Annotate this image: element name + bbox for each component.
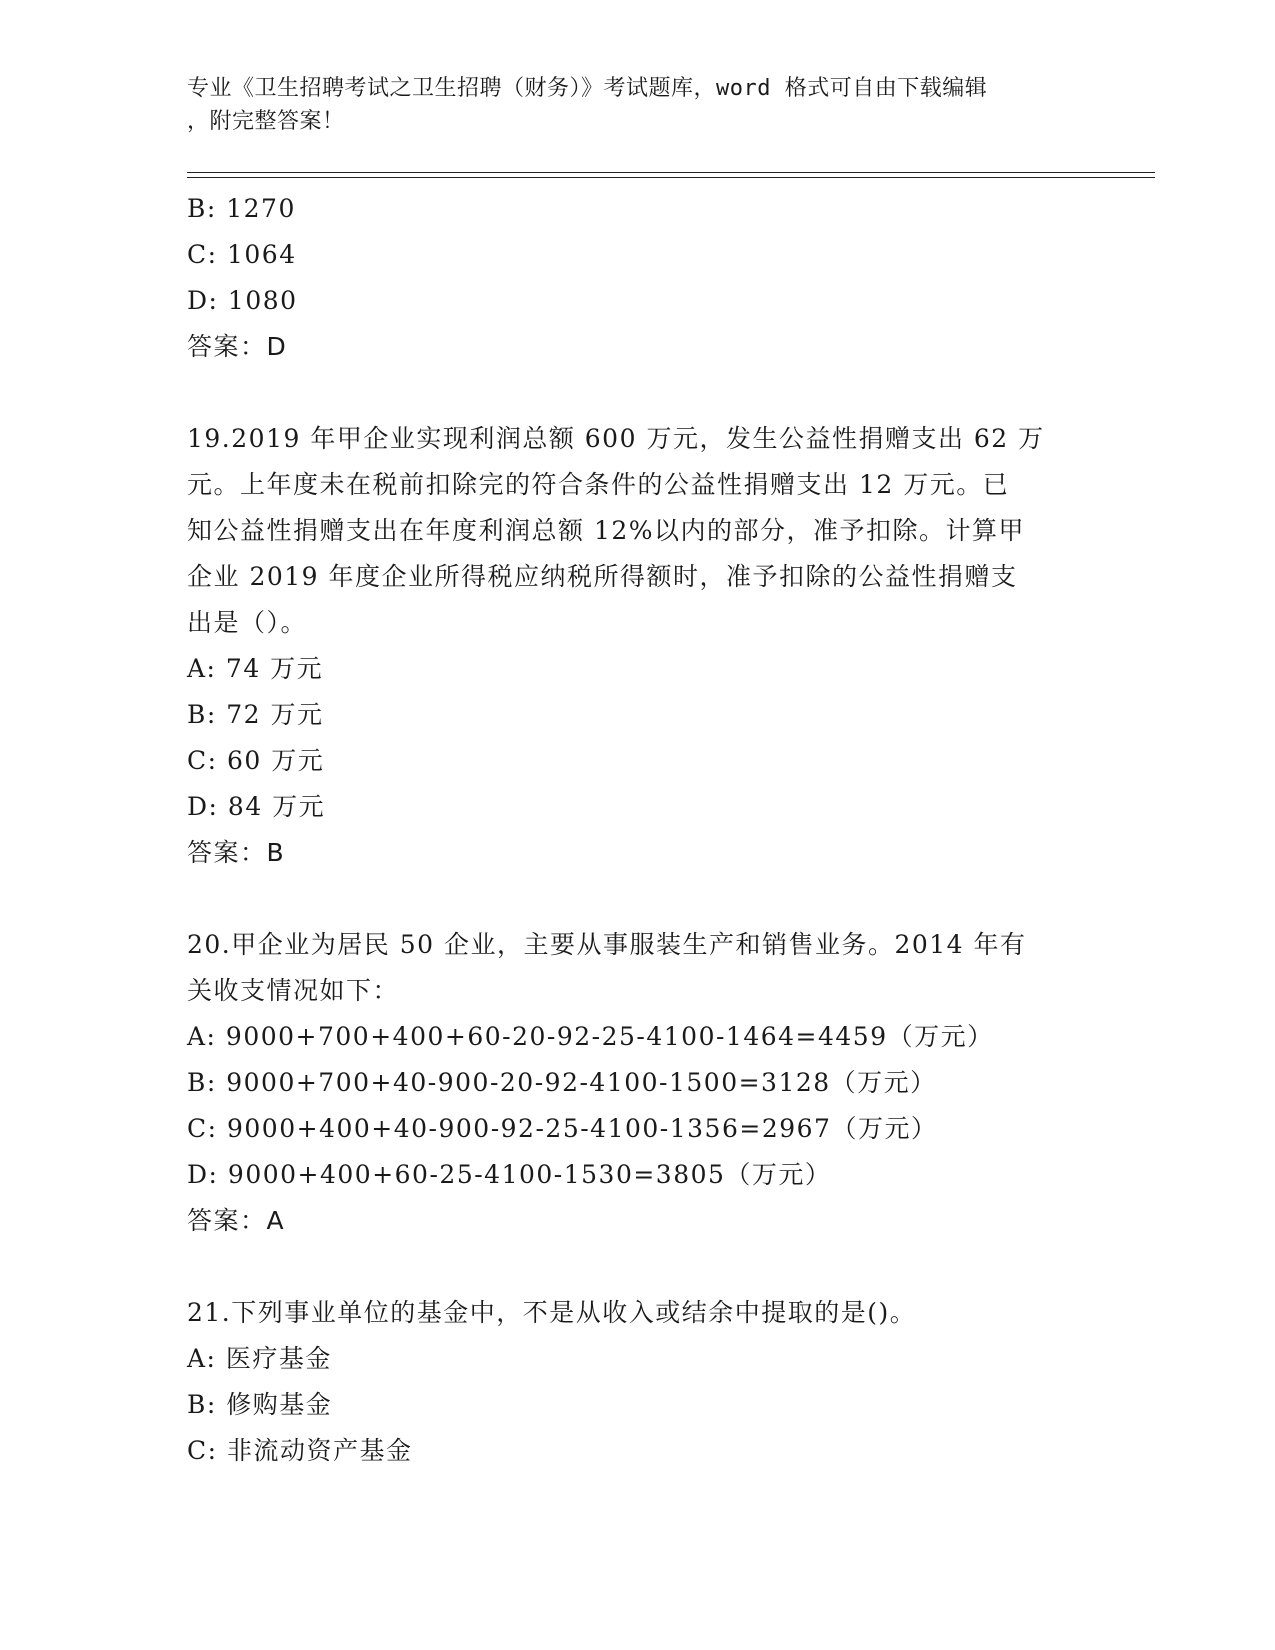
q21-option-a: A: 医疗基金 (187, 1344, 332, 1373)
header-divider-bottom (187, 177, 1155, 178)
q19-stem-line-4: 企业 2019 年度企业所得税应纳税所得额时，准予扣除的公益性捐赠支 (187, 562, 1018, 591)
q19-stem-line-5: 出是（）。 (187, 608, 308, 637)
q21-option-b: B: 修购基金 (187, 1390, 333, 1419)
q19-option-b: B: 72 万元 (187, 700, 324, 729)
q21-option-c: C: 非流动资产基金 (187, 1436, 413, 1465)
question-21 (187, 1290, 1087, 1474)
q19-answer: 答案：B (187, 838, 286, 867)
q20-option-b: B: 9000+700+40-900-20-92-4100-1500=3128（万元） (187, 1068, 937, 1097)
header-line-2: ，附完整答案！ (187, 109, 345, 134)
q18-option-c: C: 1064 (187, 240, 297, 269)
q20-option-a: A: 9000+700+400+60-20-92-25-4100-1464=4459（万元） (187, 1022, 994, 1051)
question-20 (187, 922, 1087, 1244)
q20-stem-line-1: 20.甲企业为居民 50 企业，主要从事服装生产和销售业务。2014 年有 (187, 930, 1027, 959)
document-header (187, 72, 1087, 138)
q18-answer: 答案：D (187, 332, 288, 361)
question-19 (187, 416, 1087, 876)
q19-option-d: D: 84 万元 (187, 792, 326, 821)
q21-stem-line-1: 21.下列事业单位的基金中，不是从收入或结余中提取的是()。 (187, 1298, 917, 1327)
q19-stem-line-2: 元。上年度未在税前扣除完的符合条件的公益性捐赠支出 12 万元。已 (187, 470, 1010, 499)
q20-answer: 答案：A (187, 1206, 286, 1235)
header-divider-top (187, 172, 1155, 173)
q19-stem-line-1: 19.2019 年甲企业实现利润总额 600 万元，发生公益性捐赠支出 62 万 (187, 424, 1045, 453)
spacer (187, 370, 1087, 416)
q19-option-c: C: 60 万元 (187, 746, 325, 775)
spacer (187, 876, 1087, 922)
q18-option-b: B: 1270 (187, 194, 296, 223)
spacer (187, 1244, 1087, 1290)
q19-stem-line-3: 知公益性捐赠支出在年度利润总额 12%以内的部分，准予扣除。计算甲 (187, 516, 1026, 545)
q19-option-a: A: 74 万元 (187, 654, 324, 683)
q18-option-d: D: 1080 (187, 286, 298, 315)
question-list (187, 186, 1087, 1474)
q20-stem-line-2: 关收支情况如下： (187, 976, 400, 1005)
q20-option-c: C: 9000+400+40-900-92-25-4100-1356=2967（万元） (187, 1114, 938, 1143)
q20-option-d: D: 9000+400+60-25-4100-1530=3805（万元） (187, 1160, 832, 1189)
header-line-1: 专业《卫生招聘考试之卫生招聘（财务）》考试题库，word 格式可自由下载编辑 (187, 76, 988, 101)
question-18 (187, 186, 1087, 370)
